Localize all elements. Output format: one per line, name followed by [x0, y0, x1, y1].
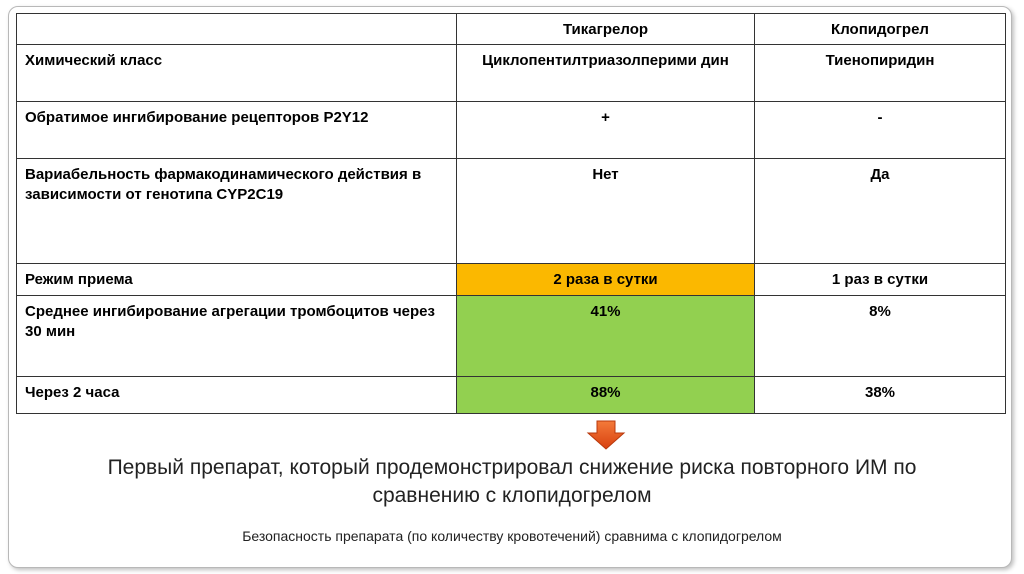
- row-label: Химический класс: [17, 45, 457, 102]
- table-row: [17, 159, 1006, 264]
- table-row: [17, 296, 1006, 377]
- comparison-table: [16, 13, 1006, 414]
- row-label: Вариабельность фармакодинамического действия в зависимости от генотипа CYP2C19: [17, 159, 457, 264]
- ticagrelor-value: +: [457, 102, 755, 159]
- header-clopidogrel: Клопидогрел: [755, 14, 1006, 45]
- headline: Первый препарат, который продемонстрировал снижение риска повторного ИМ по сравнению с клопидогрелом: [107, 456, 917, 507]
- ticagrelor-value: Нет: [457, 159, 755, 264]
- table-row: [17, 377, 1006, 414]
- table-header-row: [17, 14, 1006, 45]
- clopidogrel-value: 38%: [755, 377, 1006, 414]
- ticagrelor-value: 41%: [457, 296, 755, 377]
- row-label: Режим приема: [17, 264, 457, 296]
- header-empty-cell: [17, 14, 457, 45]
- ticagrelor-value: 88%: [457, 377, 755, 414]
- table-row: [17, 102, 1006, 159]
- row-label: Обратимое ингибирование рецепторов P2Y12: [17, 102, 457, 159]
- header-ticagrelor: Тикагрелор: [457, 14, 755, 45]
- clopidogrel-value: -: [755, 102, 1006, 159]
- table-row: [17, 45, 1006, 102]
- table-row: [17, 264, 1006, 296]
- clopidogrel-value: Да: [755, 159, 1006, 264]
- clopidogrel-value: 1 раз в сутки: [755, 264, 1006, 296]
- row-label: Через 2 часа: [17, 377, 457, 414]
- down-arrow-icon: [586, 420, 626, 450]
- safety-note: Безопасность препарата (по количеству кровотечений) сравнима с клопидогрелом: [242, 528, 782, 544]
- row-label: Среднее ингибирование агрегации тромбоцитов через 30 мин: [17, 296, 457, 377]
- clopidogrel-value: 8%: [755, 296, 1006, 377]
- ticagrelor-value: Циклопентилтриазолперими дин: [457, 45, 755, 102]
- clopidogrel-value: Тиенопиридин: [755, 45, 1006, 102]
- ticagrelor-value: 2 раза в сутки: [457, 264, 755, 296]
